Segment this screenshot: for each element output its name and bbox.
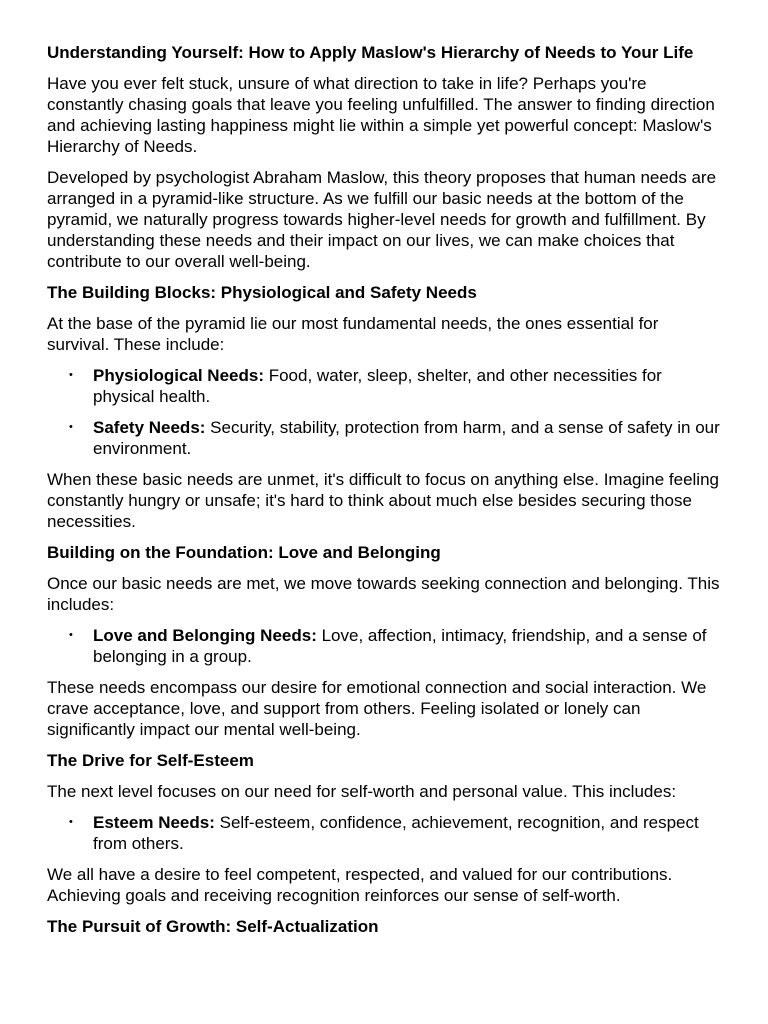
needs-list — [47, 365, 722, 459]
intro-paragraph-2: Developed by psychologist Abraham Maslow, this theory proposes that human needs are arranged in a pyramid-like structure. As we fulfill our basic needs at the bottom of the pyramid, we naturally progress towards higher-level needs for growth and fulfillment. By understanding these needs and their impact on our lives, we can make choices that contribute to our overall well-being. — [47, 168, 717, 271]
section-heading-self-actualization: The Pursuit of Growth: Self-Actualization — [47, 917, 379, 936]
list-item — [69, 812, 722, 854]
section-heading-self-esteem: The Drive for Self-Esteem — [47, 751, 254, 770]
bullet-icon: • — [69, 629, 73, 641]
list-item-desc: Food, water, sleep, shelter, and other necessities for physical health. — [93, 366, 662, 406]
list-item-desc: Love, affection, intimacy, friendship, and a sense of belonging in a group. — [93, 626, 707, 666]
list-item-term: Love and Belonging Needs: — [93, 626, 317, 645]
document-title: Understanding Yourself: How to Apply Maslow's Hierarchy of Needs to Your Life — [47, 43, 694, 62]
section-heading-physiological-safety: The Building Blocks: Physiological and Safety Needs — [47, 283, 477, 302]
intro-paragraph-1: Have you ever felt stuck, unsure of what direction to take in life? Perhaps you're constantly chasing goals that leave you feeling unfulfilled. The answer to finding direction and achieving lasting happiness might lie within a simple yet powerful concept: Maslow's Hierarchy of Needs. — [47, 74, 715, 156]
bullet-icon: • — [69, 421, 73, 433]
section-lead: Once our basic needs are met, we move towards seeking connection and belonging. This includes: — [47, 574, 720, 614]
list-item — [69, 417, 722, 459]
needs-list — [47, 812, 722, 854]
needs-list — [47, 625, 722, 667]
section-follow: When these basic needs are unmet, it's difficult to focus on anything else. Imagine feeling constantly hungry or unsafe; it's hard to think about much else besides securing those necessities. — [47, 470, 719, 531]
section-lead: At the base of the pyramid lie our most fundamental needs, the ones essential for survival. These include: — [47, 314, 659, 354]
list-item — [69, 625, 722, 667]
list-item-term: Physiological Needs: — [93, 366, 264, 385]
list-item-term: Esteem Needs: — [93, 813, 215, 832]
section-lead: The next level focuses on our need for self-worth and personal value. This includes: — [47, 782, 677, 801]
list-item — [69, 365, 722, 407]
list-item-term: Safety Needs: — [93, 418, 206, 437]
bullet-icon: • — [69, 369, 73, 381]
list-item-desc: Self-esteem, confidence, achievement, recognition, and respect from others. — [93, 813, 699, 853]
bullet-icon: • — [69, 816, 73, 828]
section-heading-love-belonging: Building on the Foundation: Love and Belonging — [47, 543, 441, 562]
section-follow: We all have a desire to feel competent, respected, and valued for our contributions. Achieving goals and receiving recognition reinforces our sense of self-worth. — [47, 865, 673, 905]
section-follow: These needs encompass our desire for emotional connection and social interaction. We crave acceptance, love, and support from others. Feeling isolated or lonely can significantly impact our mental well-being. — [47, 678, 707, 739]
list-item-desc: Security, stability, protection from harm, and a sense of safety in our environment. — [93, 418, 720, 458]
